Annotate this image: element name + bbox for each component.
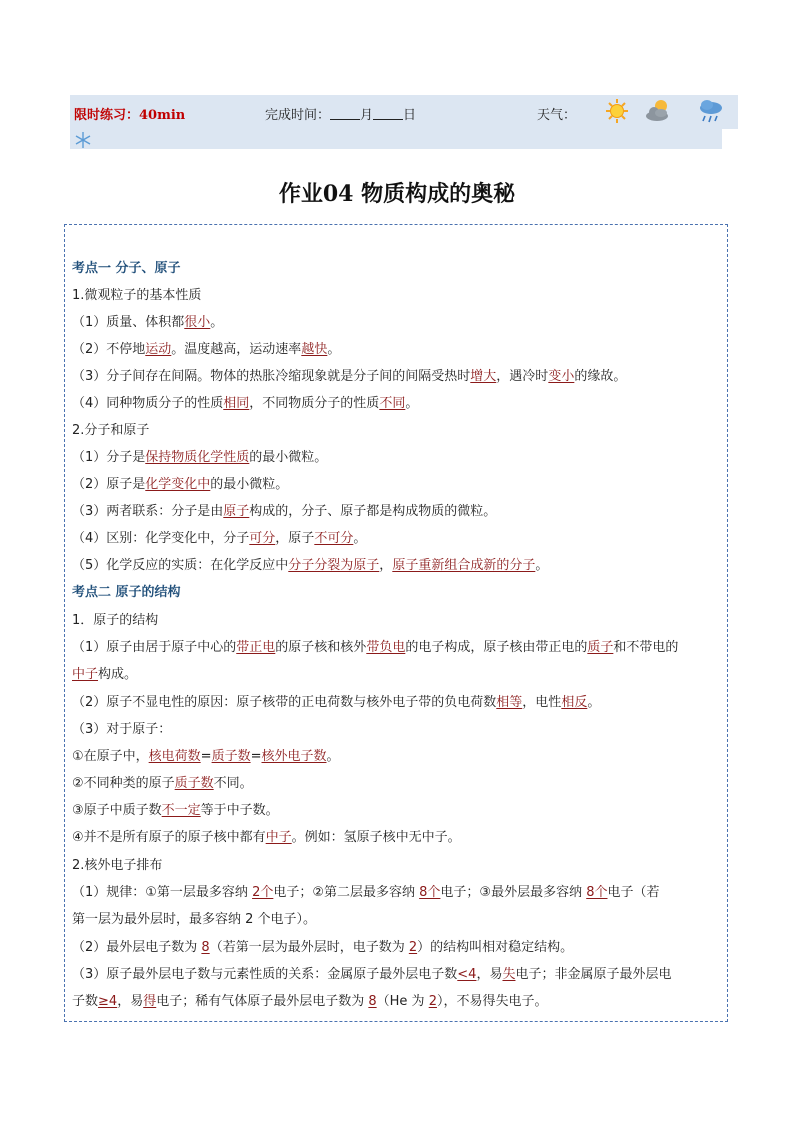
item-2-1-2: [72, 694, 600, 712]
text-segment: 电子；③最外层最多容纳: [440, 885, 587, 900]
completion-time: [265, 104, 416, 123]
text-segment: ，不同物质分子的性质: [249, 396, 380, 411]
text-segment: ，易: [476, 967, 503, 982]
answer-blank: 8: [201, 940, 210, 955]
text-segment: （3）两者联系：分子是由: [72, 504, 224, 519]
header-band: [70, 95, 738, 129]
text-segment: 电子；稀有气体原子最外层电子数为: [156, 994, 369, 1009]
circled-item-2: [72, 775, 253, 793]
text-segment: 不同。: [213, 776, 253, 791]
header-band-lower: [70, 129, 722, 149]
item-2-1-1a: [72, 639, 678, 657]
text-segment: 。: [327, 342, 341, 357]
answer-blank: 8个: [586, 885, 608, 900]
text-segment: （1）分子是: [72, 450, 146, 465]
answer-blank: 化学变化中: [145, 477, 211, 492]
answer-blank: 运动: [145, 342, 172, 357]
time-limit-label: 限时练习：40min: [74, 108, 186, 123]
answer-blank: 带正电: [236, 640, 276, 655]
text-segment: 的原子核和核外: [275, 640, 367, 655]
item-2-2-3a: [72, 966, 672, 984]
subheading-1-1: 1.微观粒子的基本性质: [72, 288, 202, 303]
month-blank[interactable]: [330, 118, 360, 120]
answer-blank: 2: [408, 940, 418, 955]
subheading-2-2: 2.核外电子排布: [72, 858, 163, 873]
item-1-2-3: [72, 503, 496, 521]
item-1-1-1: [72, 314, 223, 332]
answer-blank: 保持物质化学性质: [145, 450, 250, 465]
text-segment: （1）规律：①第一层最多容纳: [72, 885, 253, 900]
answer-blank: 得: [143, 994, 157, 1009]
text-segment: （3）分子间存在间隔。物体的热胀冷缩现象就是分子间的间隔受热时: [72, 369, 471, 384]
text-segment: ，易: [117, 994, 144, 1009]
month-label: 月: [360, 108, 374, 123]
text-segment: ③原子中质子数: [72, 803, 162, 818]
circled-item-1: [72, 748, 340, 766]
item-1-2-1: [72, 449, 327, 467]
answer-blank: 相同: [223, 396, 250, 411]
sun-icon: [602, 97, 632, 125]
text-segment: 。: [405, 396, 419, 411]
text-segment: 的最小微粒。: [249, 450, 328, 465]
text-segment: ④并不是所有原子的原子核中都有: [72, 830, 266, 845]
text-segment: （若第一层为最外层时，电子数为: [209, 940, 409, 955]
text-segment: 子数: [72, 994, 99, 1009]
text-segment: （2）最外层电子数为: [72, 940, 202, 955]
text-segment: 。温度越高，运动速率: [171, 342, 302, 357]
item-1-1-4: [72, 395, 418, 413]
item-2-2-1b: 第一层为最外层时，最多容纳 2 个电子）。: [72, 912, 317, 927]
answer-blank: 质子: [587, 640, 614, 655]
text-segment: （4）同种物质分子的性质: [72, 396, 224, 411]
text-segment: 。: [326, 749, 340, 764]
answer-blank: 带负电: [366, 640, 406, 655]
item-2-2-3b: [72, 993, 547, 1011]
text-segment: 电子（若: [607, 885, 660, 900]
answer-blank: 中子: [72, 667, 99, 682]
text-segment: ②不同种类的原子: [72, 776, 175, 791]
text-segment: 。: [353, 531, 367, 546]
text-segment: ），不易得失电子。: [436, 994, 548, 1009]
day-blank[interactable]: [373, 118, 403, 120]
text-segment: =: [250, 749, 262, 764]
text-segment: 。: [210, 315, 224, 330]
item-1-2-5: [72, 557, 548, 575]
weather-label: 天气：: [537, 108, 577, 123]
text-segment: 的最小微粒。: [210, 477, 289, 492]
answer-blank: 很小: [184, 315, 211, 330]
answer-blank: 失: [502, 967, 516, 982]
answer-blank: 8: [368, 994, 377, 1009]
text-segment: 电子；②第二层最多容纳: [273, 885, 420, 900]
answer-blank: 2: [428, 994, 437, 1009]
text-segment: ）的结构叫相对稳定结构。: [417, 940, 574, 955]
page-title: 作业04 物质构成的奥秘: [278, 181, 516, 207]
answer-blank: <4: [457, 967, 477, 982]
text-segment: ，: [379, 558, 393, 573]
item-1-1-2: [72, 341, 340, 359]
rain-cloud-icon: [696, 97, 726, 125]
answer-blank: 核电荷数: [148, 749, 201, 764]
item-2-1-3: （3）对于原子：: [72, 722, 172, 737]
text-segment: 电子；非金属原子最外层电: [515, 967, 672, 982]
answer-blank: 2个: [252, 885, 274, 900]
circled-item-3: [72, 802, 279, 820]
answer-blank: 不可分: [314, 531, 354, 546]
text-segment: 构成。: [98, 667, 138, 682]
text-segment: 构成的，分子、原子都是构成物质的微粒。: [249, 504, 497, 519]
answer-blank: 可分: [249, 531, 276, 546]
text-segment: 和不带电的: [613, 640, 679, 655]
text-segment: 的电子构成，原子核由带正电的: [405, 640, 588, 655]
answer-blank: 相反: [561, 695, 588, 710]
item-2-2-1a: [72, 884, 660, 902]
text-segment: 的缘故。: [574, 369, 627, 384]
text-segment: 。: [587, 695, 601, 710]
answer-blank: 质子数: [174, 776, 214, 791]
answer-blank: 质子数: [211, 749, 251, 764]
answer-blank: 原子重新组合成新的分子: [392, 558, 536, 573]
answer-blank: 越快: [301, 342, 328, 357]
text-segment: 。例如：氢原子核中无中子。: [291, 830, 461, 845]
section-heading-2: 考点二 原子的结构: [72, 585, 181, 600]
section-heading-1: 考点一 分子、原子: [72, 261, 181, 276]
text-segment: ，原子: [275, 531, 315, 546]
text-segment: （2）原子是: [72, 477, 146, 492]
text-segment: （He 为: [376, 994, 429, 1009]
text-segment: （4）区别：化学变化中，分子: [72, 531, 250, 546]
partly-cloudy-icon: [644, 97, 674, 125]
answer-blank: 不同: [379, 396, 406, 411]
answer-blank: 核外电子数: [261, 749, 327, 764]
subheading-1-2: 2.分子和原子: [72, 423, 150, 438]
text-segment: 。: [535, 558, 549, 573]
text-segment: （1）原子由居于原子中心的: [72, 640, 237, 655]
snowflake-icon: [74, 131, 92, 149]
completion-time-label: 完成时间：: [265, 108, 331, 123]
text-segment: （2）不停地: [72, 342, 146, 357]
text-segment: （5）化学反应的实质：在化学反应中: [72, 558, 289, 573]
item-1-2-4: [72, 530, 366, 548]
item-2-2-2: [72, 939, 573, 957]
answer-blank: ≥4: [98, 994, 118, 1009]
item-2-1-1b: [72, 666, 137, 684]
subheading-2-1: 1．原子的结构: [72, 613, 159, 628]
answer-blank: 不一定: [161, 803, 201, 818]
item-1-1-3: [72, 368, 626, 386]
circled-item-4: [72, 829, 461, 847]
answer-blank: 相等: [496, 695, 523, 710]
day-label: 日: [403, 108, 417, 123]
text-segment: ，电性: [522, 695, 562, 710]
answer-blank: 变小: [548, 369, 575, 384]
item-1-2-2: [72, 476, 288, 494]
text-segment: （3）原子最外层电子数与元素性质的关系：金属原子最外层电子数: [72, 967, 458, 982]
text-segment: =: [200, 749, 212, 764]
text-segment: （1）质量、体积都: [72, 315, 185, 330]
text-segment: ，遇冷时: [496, 369, 549, 384]
text-segment: 等于中子数。: [200, 803, 279, 818]
text-segment: （2）原子不显电性的原因：原子核带的正电荷数与核外电子带的负电荷数: [72, 695, 497, 710]
answer-blank: 分子分裂为原子: [288, 558, 380, 573]
answer-blank: 8个: [419, 885, 441, 900]
text-segment: ①在原子中，: [72, 749, 149, 764]
answer-blank: 原子: [223, 504, 250, 519]
answer-blank: 增大: [470, 369, 497, 384]
answer-blank: 中子: [265, 830, 292, 845]
